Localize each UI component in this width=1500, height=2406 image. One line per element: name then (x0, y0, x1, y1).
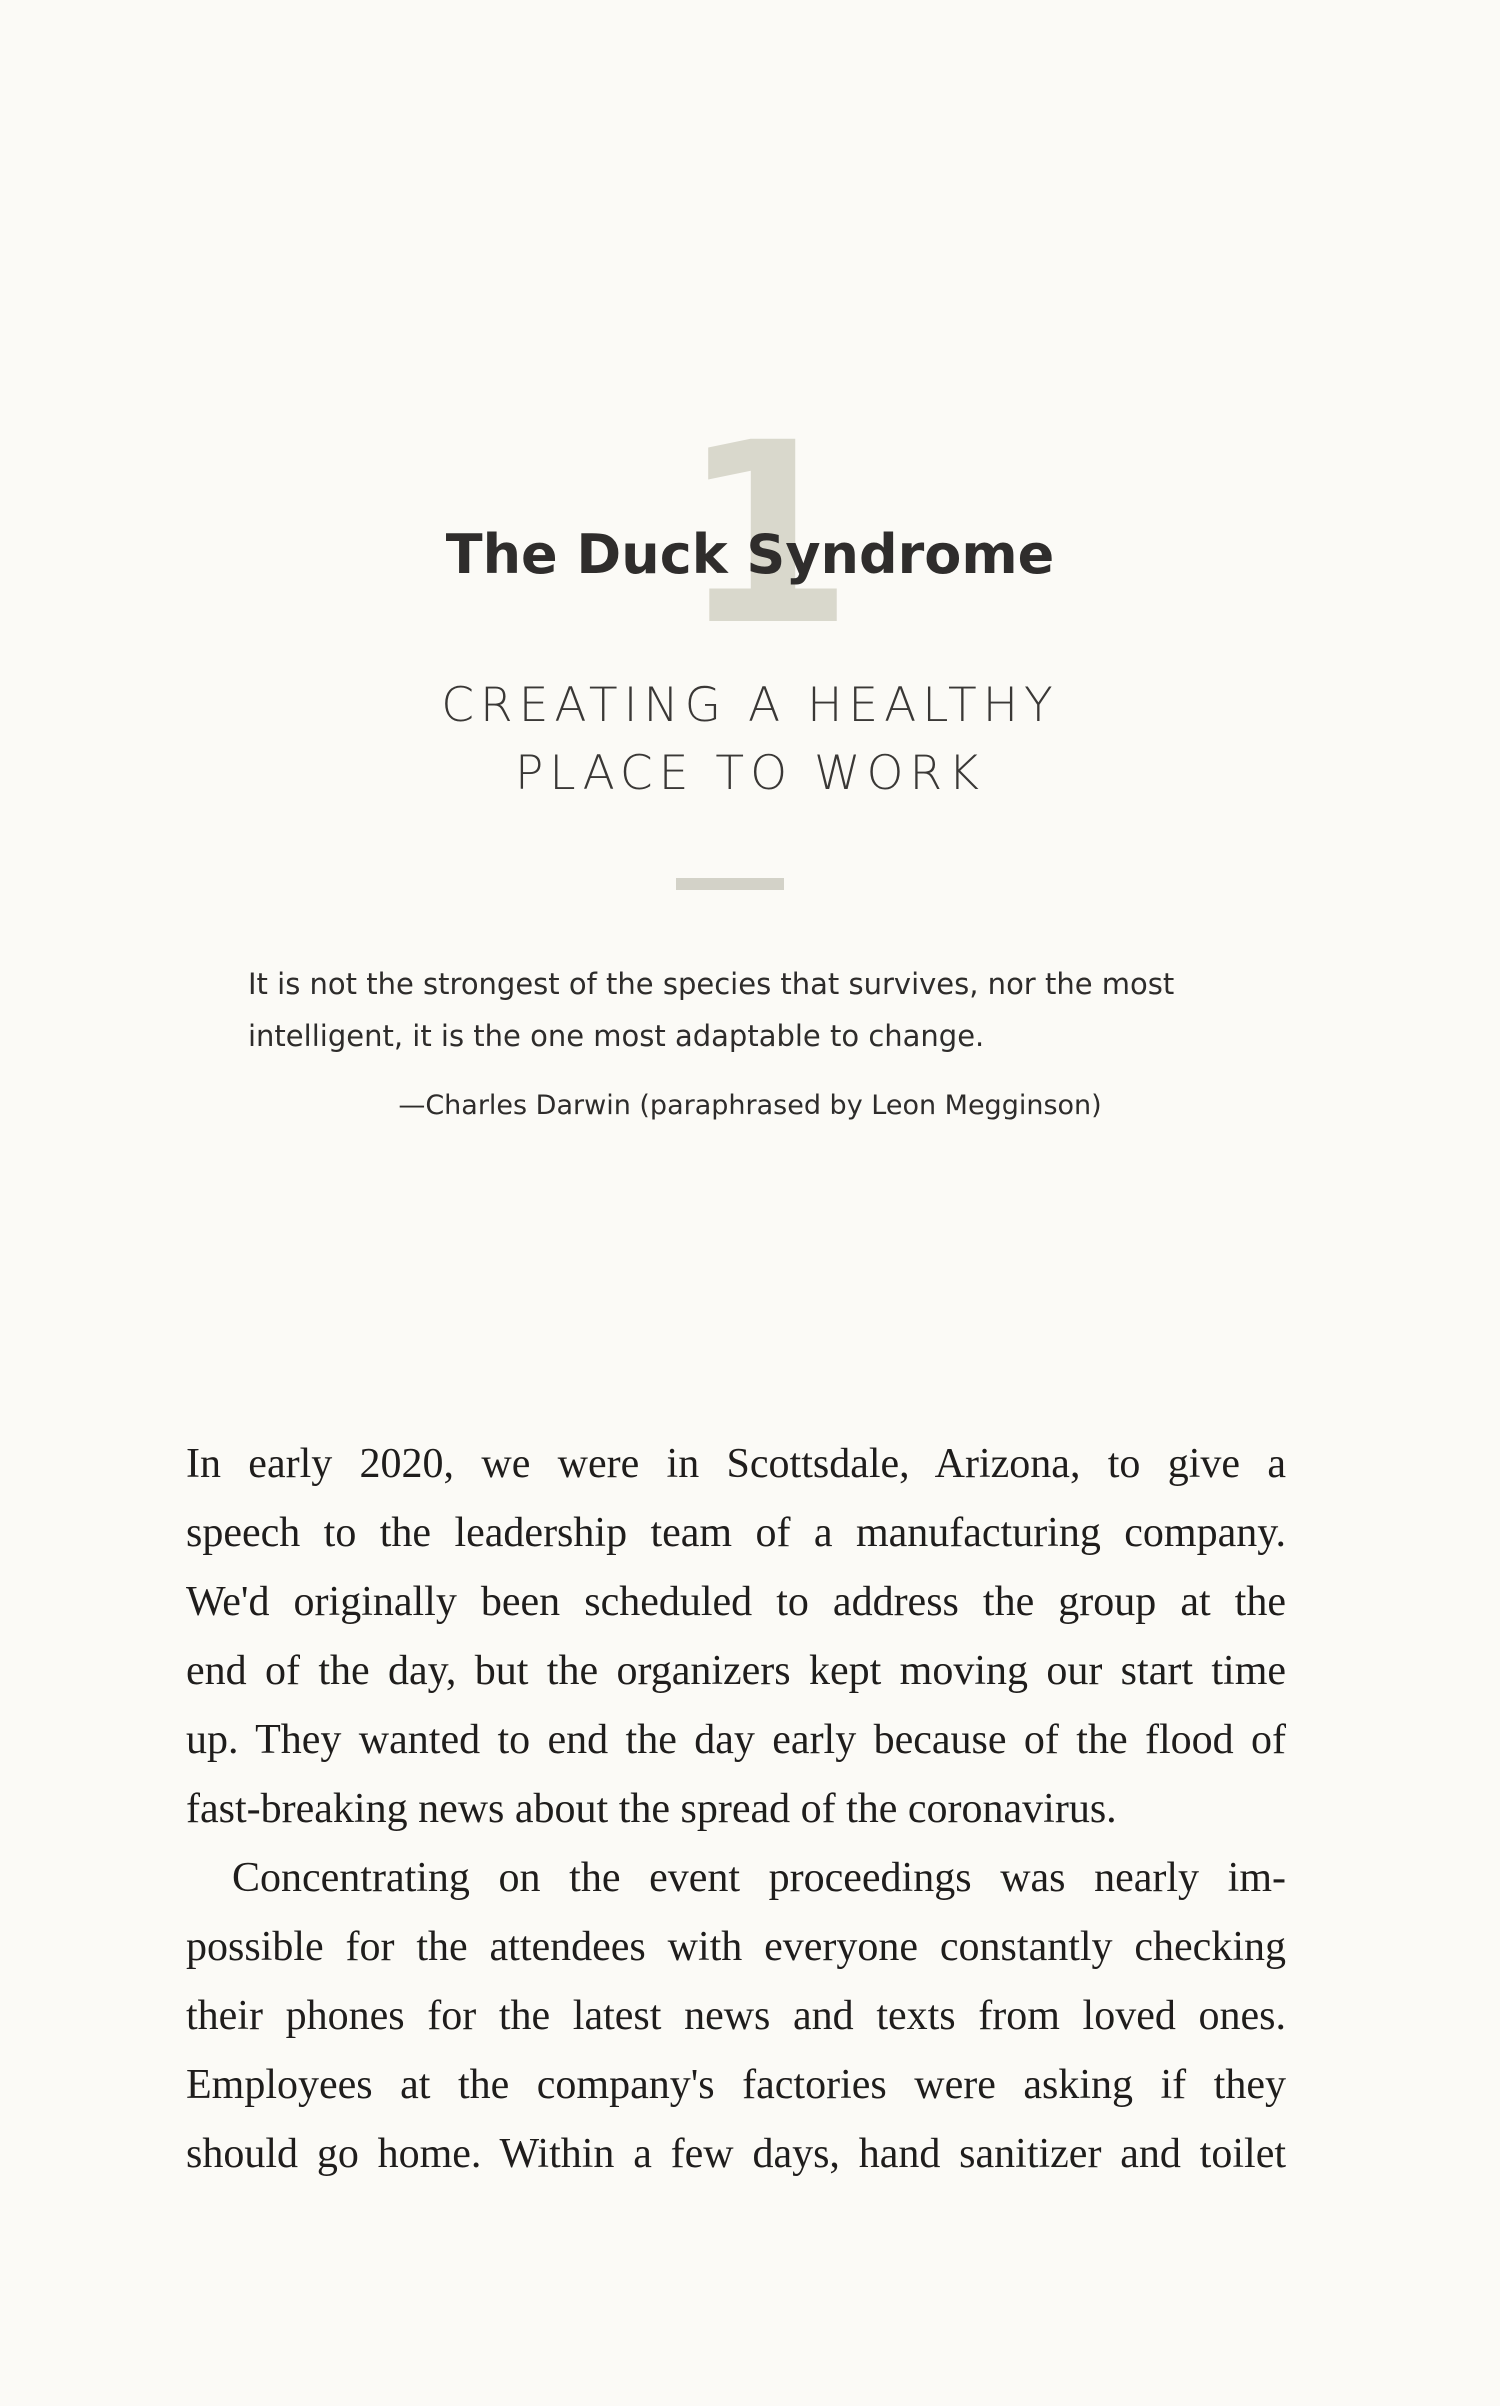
text-line: should go home. Within a few days, hand sanitizer and toilet (186, 2131, 1286, 2177)
subtitle-line: PLACE TO WORK (515, 746, 985, 801)
text-line: fast-breaking news about the spread of the coronavirus. (186, 1786, 1117, 1832)
paragraph (186, 1844, 1286, 2189)
subtitle-line: CREATING A HEALTHY (441, 678, 1059, 733)
text-line: Employees at the company's factories were asking if they (186, 2062, 1286, 2108)
text-line: We'd originally been scheduled to address the group at the (186, 1579, 1286, 1625)
chapter-title: The Duck Syndrome (445, 523, 1055, 586)
chapter-number: 1 (680, 389, 854, 680)
body-text (186, 1430, 1286, 2189)
epigraph-quote: It is not the strongest of the species that survives, nor the most intelligent, it is the one most adaptable to change. (248, 967, 1175, 1053)
text-line: speech to the leadership team of a manufacturing company. (186, 1510, 1286, 1556)
text-line: end of the day, but the organizers kept moving our start time (186, 1648, 1286, 1694)
paragraph (186, 1430, 1286, 1844)
chapter-subtitle (300, 672, 1200, 808)
text-line: Concentrating on the event proceedings was nearly im- (232, 1855, 1286, 1901)
decorative-divider (676, 878, 784, 890)
text-line: up. They wanted to end the day early because of the flood of (186, 1717, 1286, 1763)
text-line: their phones for the latest news and texts from loved ones. (186, 1993, 1286, 2039)
text-line: possible for the attendees with everyone constantly checking (186, 1924, 1286, 1970)
text-line: In early 2020, we were in Scottsdale, Arizona, to give a (186, 1441, 1286, 1487)
epigraph-attribution: —Charles Darwin (paraphrased by Leon Megginson) (398, 1090, 1102, 1121)
